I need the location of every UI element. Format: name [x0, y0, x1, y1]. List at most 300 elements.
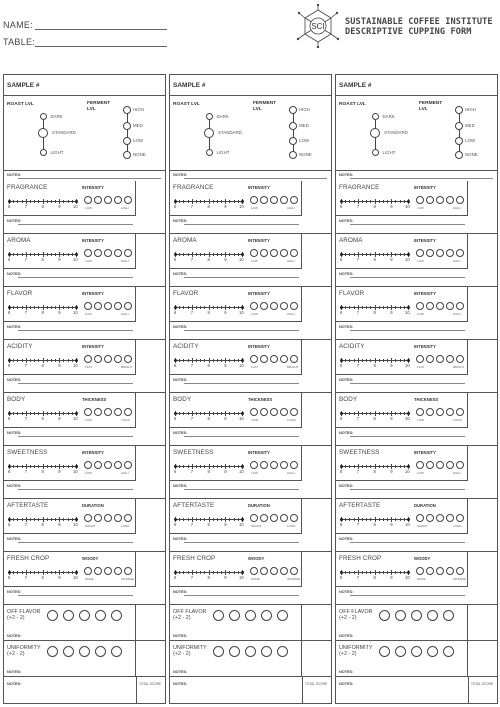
range-radio-5[interactable]: [111, 646, 122, 657]
score-tick[interactable]: [183, 359, 184, 362]
intensity-radio-5[interactable]: [290, 196, 298, 204]
score-tick[interactable]: [22, 253, 23, 256]
score-tick[interactable]: [183, 200, 184, 203]
intensity-radio-4[interactable]: [114, 514, 122, 522]
ferment-option-3-radio[interactable]: [123, 151, 131, 159]
score-tick[interactable]: [362, 253, 363, 256]
range-radio-4[interactable]: [95, 646, 106, 657]
intensity-radio-5[interactable]: [456, 302, 464, 310]
score-tick[interactable]: [204, 253, 205, 256]
score-tick[interactable]: [22, 518, 23, 521]
score-tick[interactable]: [38, 253, 39, 256]
score-tick[interactable]: [234, 359, 235, 362]
intensity-radio-5[interactable]: [290, 355, 298, 363]
intensity-radio-3[interactable]: [270, 302, 278, 310]
notes-field[interactable]: [18, 224, 133, 225]
score-tick[interactable]: [63, 571, 64, 574]
score-tick[interactable]: [349, 465, 350, 468]
score-tick[interactable]: [55, 571, 56, 574]
range-radio-2[interactable]: [229, 610, 240, 621]
score-tick[interactable]: [362, 412, 363, 415]
intensity-radio-4[interactable]: [446, 249, 454, 257]
score-tick[interactable]: [234, 465, 235, 468]
score-tick[interactable]: [17, 465, 18, 468]
roast-option-0-radio[interactable]: [40, 113, 47, 120]
score-tick[interactable]: [404, 306, 405, 309]
score-tick[interactable]: [196, 518, 197, 521]
score-tick[interactable]: [362, 518, 363, 521]
table-field[interactable]: [35, 46, 167, 47]
intensity-radio-3[interactable]: [436, 514, 444, 522]
score-tick[interactable]: [217, 253, 218, 256]
intensity-radio-3[interactable]: [104, 355, 112, 363]
score-tick[interactable]: [38, 412, 39, 415]
intensity-radio-2[interactable]: [260, 567, 268, 575]
score-tick[interactable]: [238, 518, 239, 521]
score-tick[interactable]: [395, 306, 396, 309]
score-tick[interactable]: [17, 253, 18, 256]
score-tick[interactable]: [345, 412, 346, 415]
intensity-radio-5[interactable]: [456, 567, 464, 575]
score-tick[interactable]: [366, 465, 367, 468]
score-tick[interactable]: [30, 571, 31, 574]
intensity-radio-5[interactable]: [456, 196, 464, 204]
score-tick[interactable]: [200, 412, 201, 415]
score-tick[interactable]: [72, 465, 73, 468]
intensity-radio-5[interactable]: [124, 567, 132, 575]
intensity-radio-1[interactable]: [84, 567, 92, 575]
score-tick[interactable]: [47, 359, 48, 362]
range-radio-5[interactable]: [443, 646, 454, 657]
score-tick[interactable]: [34, 465, 35, 468]
score-tick[interactable]: [354, 200, 355, 203]
notes-field[interactable]: [350, 383, 465, 384]
score-tick[interactable]: [387, 465, 388, 468]
score-tick[interactable]: [55, 412, 56, 415]
sample-header[interactable]: [170, 75, 331, 96]
range-radio-1[interactable]: [47, 646, 58, 657]
score-tick[interactable]: [188, 571, 189, 574]
intensity-radio-5[interactable]: [124, 408, 132, 416]
score-tick[interactable]: [387, 253, 388, 256]
range-radio-1[interactable]: [213, 646, 224, 657]
intensity-radio-3[interactable]: [270, 461, 278, 469]
score-tick[interactable]: [234, 412, 235, 415]
intensity-radio-2[interactable]: [426, 408, 434, 416]
score-tick[interactable]: [30, 200, 31, 203]
intensity-radio-3[interactable]: [104, 567, 112, 575]
score-tick[interactable]: [213, 306, 214, 309]
score-tick[interactable]: [213, 359, 214, 362]
score-tick[interactable]: [200, 465, 201, 468]
ferment-option-3-radio[interactable]: [455, 151, 463, 159]
intensity-radio-5[interactable]: [290, 461, 298, 469]
intensity-radio-4[interactable]: [446, 514, 454, 522]
intensity-radio-4[interactable]: [280, 355, 288, 363]
intensity-radio-3[interactable]: [436, 302, 444, 310]
score-tick[interactable]: [72, 412, 73, 415]
score-tick[interactable]: [370, 518, 371, 521]
score-tick[interactable]: [345, 200, 346, 203]
score-tick[interactable]: [204, 359, 205, 362]
score-tick[interactable]: [38, 518, 39, 521]
range-radio-3[interactable]: [79, 646, 90, 657]
score-tick[interactable]: [345, 306, 346, 309]
score-tick[interactable]: [400, 253, 401, 256]
score-tick[interactable]: [188, 253, 189, 256]
intensity-radio-3[interactable]: [270, 567, 278, 575]
score-tick[interactable]: [17, 359, 18, 362]
score-tick[interactable]: [379, 253, 380, 256]
intensity-radio-1[interactable]: [84, 355, 92, 363]
score-tick[interactable]: [13, 465, 14, 468]
score-tick[interactable]: [395, 571, 396, 574]
notes-field[interactable]: [184, 542, 299, 543]
intensity-radio-5[interactable]: [290, 514, 298, 522]
score-tick[interactable]: [217, 359, 218, 362]
intensity-radio-1[interactable]: [416, 567, 424, 575]
score-tick[interactable]: [68, 359, 69, 362]
score-tick[interactable]: [229, 518, 230, 521]
intensity-radio-5[interactable]: [456, 355, 464, 363]
score-tick[interactable]: [68, 412, 69, 415]
score-tick[interactable]: [383, 253, 384, 256]
score-tick[interactable]: [196, 200, 197, 203]
score-tick[interactable]: [51, 306, 52, 309]
intensity-radio-4[interactable]: [114, 408, 122, 416]
score-tick[interactable]: [22, 306, 23, 309]
score-tick[interactable]: [72, 518, 73, 521]
score-tick[interactable]: [72, 200, 73, 203]
score-tick[interactable]: [349, 253, 350, 256]
intensity-radio-2[interactable]: [94, 408, 102, 416]
range-radio-1[interactable]: [379, 646, 390, 657]
score-tick[interactable]: [383, 200, 384, 203]
score-tick[interactable]: [400, 571, 401, 574]
ferment-option-2-radio[interactable]: [289, 137, 297, 145]
score-tick[interactable]: [387, 412, 388, 415]
notes-field[interactable]: [184, 436, 299, 437]
score-tick[interactable]: [221, 306, 222, 309]
intensity-radio-5[interactable]: [456, 249, 464, 257]
score-tick[interactable]: [68, 306, 69, 309]
score-tick[interactable]: [349, 200, 350, 203]
score-tick[interactable]: [204, 571, 205, 574]
score-tick[interactable]: [68, 465, 69, 468]
intensity-radio-4[interactable]: [114, 567, 122, 575]
score-tick[interactable]: [55, 518, 56, 521]
ferment-option-1-radio[interactable]: [455, 122, 463, 130]
score-tick[interactable]: [63, 359, 64, 362]
score-tick[interactable]: [221, 518, 222, 521]
score-tick[interactable]: [22, 412, 23, 415]
intensity-radio-5[interactable]: [456, 461, 464, 469]
intensity-radio-2[interactable]: [260, 514, 268, 522]
score-tick[interactable]: [404, 200, 405, 203]
intensity-radio-4[interactable]: [280, 302, 288, 310]
score-tick[interactable]: [366, 412, 367, 415]
score-tick[interactable]: [345, 253, 346, 256]
score-tick[interactable]: [404, 412, 405, 415]
intensity-radio-2[interactable]: [260, 408, 268, 416]
intensity-radio-1[interactable]: [416, 196, 424, 204]
notes-field[interactable]: [350, 595, 465, 596]
score-tick[interactable]: [63, 200, 64, 203]
score-tick[interactable]: [204, 306, 205, 309]
score-tick[interactable]: [379, 359, 380, 362]
range-radio-2[interactable]: [229, 646, 240, 657]
range-radio-5[interactable]: [277, 610, 288, 621]
intensity-radio-2[interactable]: [94, 355, 102, 363]
intensity-radio-1[interactable]: [84, 514, 92, 522]
name-field[interactable]: [35, 29, 167, 30]
score-tick[interactable]: [366, 306, 367, 309]
score-tick[interactable]: [72, 359, 73, 362]
intensity-radio-3[interactable]: [436, 355, 444, 363]
intensity-radio-1[interactable]: [250, 249, 258, 257]
score-tick[interactable]: [238, 253, 239, 256]
score-tick[interactable]: [47, 571, 48, 574]
score-tick[interactable]: [370, 306, 371, 309]
total-score-field[interactable]: [137, 687, 164, 701]
intensity-radio-5[interactable]: [290, 408, 298, 416]
roast-option-2-radio[interactable]: [372, 149, 379, 156]
intensity-radio-3[interactable]: [436, 249, 444, 257]
score-tick[interactable]: [183, 571, 184, 574]
intensity-radio-3[interactable]: [270, 196, 278, 204]
score-tick[interactable]: [345, 359, 346, 362]
total-score-field[interactable]: [469, 687, 496, 701]
score-tick[interactable]: [188, 412, 189, 415]
intensity-radio-5[interactable]: [124, 302, 132, 310]
score-tick[interactable]: [234, 253, 235, 256]
score-tick[interactable]: [188, 306, 189, 309]
intensity-radio-4[interactable]: [280, 249, 288, 257]
score-tick[interactable]: [38, 200, 39, 203]
score-tick[interactable]: [200, 518, 201, 521]
notes-field[interactable]: [184, 489, 299, 490]
score-tick[interactable]: [51, 200, 52, 203]
score-tick[interactable]: [238, 571, 239, 574]
intensity-radio-4[interactable]: [280, 408, 288, 416]
ferment-option-0-radio[interactable]: [289, 106, 297, 114]
intensity-radio-4[interactable]: [280, 514, 288, 522]
score-tick[interactable]: [213, 200, 214, 203]
roast-option-0-radio[interactable]: [372, 113, 379, 120]
score-tick[interactable]: [34, 518, 35, 521]
range-radio-1[interactable]: [379, 610, 390, 621]
intensity-radio-2[interactable]: [260, 249, 268, 257]
score-tick[interactable]: [395, 465, 396, 468]
intensity-radio-5[interactable]: [124, 355, 132, 363]
notes-field[interactable]: [184, 277, 299, 278]
intensity-radio-2[interactable]: [260, 461, 268, 469]
score-tick[interactable]: [204, 412, 205, 415]
score-tick[interactable]: [22, 359, 23, 362]
score-tick[interactable]: [217, 412, 218, 415]
range-radio-5[interactable]: [277, 646, 288, 657]
score-tick[interactable]: [221, 200, 222, 203]
score-tick[interactable]: [183, 306, 184, 309]
intensity-radio-1[interactable]: [416, 514, 424, 522]
score-tick[interactable]: [349, 412, 350, 415]
score-tick[interactable]: [179, 571, 180, 574]
notes-field[interactable]: [350, 224, 465, 225]
intensity-radio-4[interactable]: [280, 567, 288, 575]
score-tick[interactable]: [354, 306, 355, 309]
score-tick[interactable]: [221, 571, 222, 574]
score-tick[interactable]: [400, 465, 401, 468]
score-tick[interactable]: [13, 571, 14, 574]
intensity-radio-3[interactable]: [104, 514, 112, 522]
score-tick[interactable]: [183, 518, 184, 521]
score-tick[interactable]: [72, 306, 73, 309]
intensity-radio-3[interactable]: [270, 355, 278, 363]
score-tick[interactable]: [354, 465, 355, 468]
score-tick[interactable]: [349, 518, 350, 521]
score-tick[interactable]: [72, 253, 73, 256]
roast-option-0-radio[interactable]: [206, 113, 213, 120]
score-tick[interactable]: [400, 412, 401, 415]
score-tick[interactable]: [400, 306, 401, 309]
score-tick[interactable]: [13, 518, 14, 521]
score-tick[interactable]: [196, 465, 197, 468]
score-tick[interactable]: [387, 359, 388, 362]
score-tick[interactable]: [22, 465, 23, 468]
score-tick[interactable]: [63, 518, 64, 521]
score-tick[interactable]: [13, 200, 14, 203]
score-tick[interactable]: [17, 200, 18, 203]
range-radio-5[interactable]: [443, 610, 454, 621]
score-tick[interactable]: [68, 518, 69, 521]
score-tick[interactable]: [55, 465, 56, 468]
intensity-radio-4[interactable]: [114, 249, 122, 257]
ferment-option-1-radio[interactable]: [289, 122, 297, 130]
score-tick[interactable]: [51, 359, 52, 362]
score-tick[interactable]: [238, 412, 239, 415]
score-tick[interactable]: [238, 359, 239, 362]
score-tick[interactable]: [200, 200, 201, 203]
score-tick[interactable]: [179, 359, 180, 362]
score-tick[interactable]: [55, 253, 56, 256]
score-tick[interactable]: [395, 359, 396, 362]
intensity-radio-1[interactable]: [84, 461, 92, 469]
roast-option-2-radio[interactable]: [206, 149, 213, 156]
score-tick[interactable]: [38, 571, 39, 574]
notes-field[interactable]: [350, 542, 465, 543]
score-tick[interactable]: [200, 359, 201, 362]
score-tick[interactable]: [63, 465, 64, 468]
intensity-radio-2[interactable]: [426, 355, 434, 363]
score-tick[interactable]: [229, 200, 230, 203]
score-tick[interactable]: [13, 306, 14, 309]
score-tick[interactable]: [400, 200, 401, 203]
score-tick[interactable]: [55, 306, 56, 309]
score-tick[interactable]: [229, 306, 230, 309]
score-tick[interactable]: [183, 253, 184, 256]
score-tick[interactable]: [55, 359, 56, 362]
score-tick[interactable]: [366, 571, 367, 574]
score-tick[interactable]: [395, 200, 396, 203]
score-tick[interactable]: [179, 200, 180, 203]
intensity-radio-3[interactable]: [270, 514, 278, 522]
ferment-option-0-radio[interactable]: [123, 106, 131, 114]
range-radio-5[interactable]: [111, 610, 122, 621]
intensity-radio-4[interactable]: [446, 302, 454, 310]
intensity-radio-2[interactable]: [94, 196, 102, 204]
intensity-radio-5[interactable]: [290, 567, 298, 575]
intensity-radio-1[interactable]: [416, 355, 424, 363]
score-tick[interactable]: [179, 518, 180, 521]
score-tick[interactable]: [383, 518, 384, 521]
intensity-radio-1[interactable]: [250, 461, 258, 469]
range-radio-4[interactable]: [261, 610, 272, 621]
score-tick[interactable]: [383, 412, 384, 415]
score-tick[interactable]: [34, 306, 35, 309]
score-tick[interactable]: [387, 518, 388, 521]
score-tick[interactable]: [379, 306, 380, 309]
score-tick[interactable]: [362, 571, 363, 574]
score-tick[interactable]: [221, 412, 222, 415]
intensity-radio-2[interactable]: [426, 302, 434, 310]
score-tick[interactable]: [387, 200, 388, 203]
score-tick[interactable]: [200, 306, 201, 309]
score-tick[interactable]: [30, 306, 31, 309]
score-tick[interactable]: [30, 359, 31, 362]
score-tick[interactable]: [213, 518, 214, 521]
ferment-option-0-radio[interactable]: [455, 106, 463, 114]
range-radio-4[interactable]: [427, 646, 438, 657]
score-tick[interactable]: [38, 306, 39, 309]
score-tick[interactable]: [217, 571, 218, 574]
score-tick[interactable]: [383, 571, 384, 574]
intensity-radio-3[interactable]: [104, 196, 112, 204]
score-tick[interactable]: [345, 571, 346, 574]
score-tick[interactable]: [68, 571, 69, 574]
intensity-radio-4[interactable]: [446, 461, 454, 469]
intensity-radio-3[interactable]: [436, 408, 444, 416]
score-tick[interactable]: [204, 518, 205, 521]
score-tick[interactable]: [354, 571, 355, 574]
score-tick[interactable]: [204, 200, 205, 203]
score-tick[interactable]: [395, 518, 396, 521]
score-tick[interactable]: [217, 306, 218, 309]
intensity-radio-1[interactable]: [250, 196, 258, 204]
intensity-radio-5[interactable]: [456, 514, 464, 522]
score-tick[interactable]: [34, 200, 35, 203]
score-tick[interactable]: [188, 200, 189, 203]
score-tick[interactable]: [234, 571, 235, 574]
notes-field[interactable]: [184, 383, 299, 384]
intensity-radio-5[interactable]: [124, 514, 132, 522]
intensity-radio-1[interactable]: [250, 567, 258, 575]
score-tick[interactable]: [34, 359, 35, 362]
notes-field[interactable]: [18, 542, 133, 543]
intensity-radio-3[interactable]: [436, 461, 444, 469]
intensity-radio-2[interactable]: [426, 461, 434, 469]
intensity-radio-1[interactable]: [84, 408, 92, 416]
score-tick[interactable]: [400, 359, 401, 362]
notes-field[interactable]: [350, 277, 465, 278]
score-tick[interactable]: [366, 253, 367, 256]
notes-field[interactable]: [18, 277, 133, 278]
score-tick[interactable]: [354, 359, 355, 362]
score-tick[interactable]: [366, 518, 367, 521]
score-tick[interactable]: [30, 465, 31, 468]
range-radio-1[interactable]: [213, 610, 224, 621]
score-tick[interactable]: [68, 200, 69, 203]
score-tick[interactable]: [179, 412, 180, 415]
